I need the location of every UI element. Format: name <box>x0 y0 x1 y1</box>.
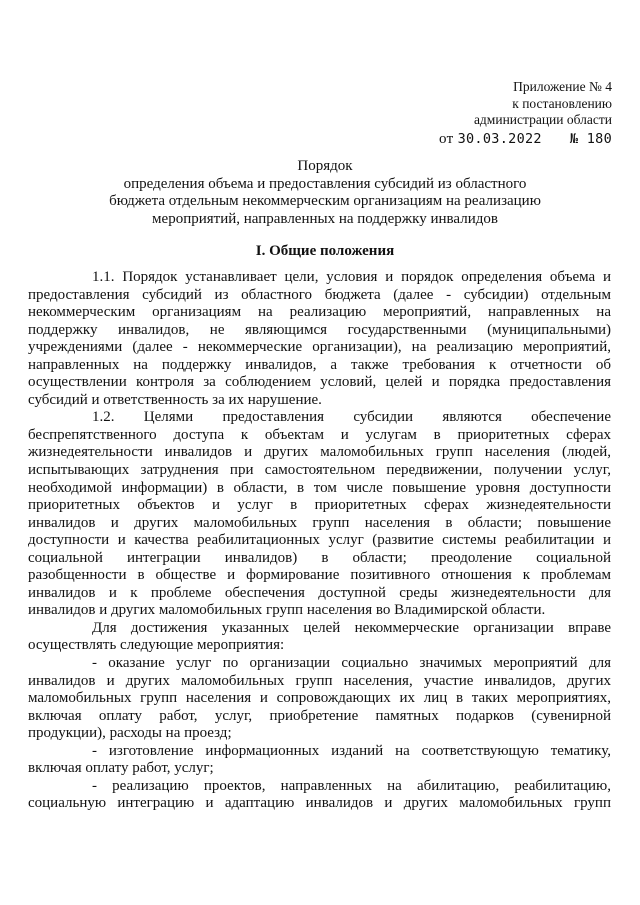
body-line: социальную интеграцию и адаптацию инвалидов и других маломобильных групп <box>28 795 611 812</box>
body-line: приоритетных объектов и услуг в приоритетных сферах жизнедеятельности <box>28 497 611 514</box>
annex-date-line <box>439 131 612 148</box>
document-number: № 180 <box>569 130 612 147</box>
body-line: продукции), расходы на проезд; <box>28 725 232 742</box>
body-line: жизнедеятельности инвалидов и других маломобильных групп населения (людей, <box>28 444 611 461</box>
body-line: некоммерческим организациям на реализацию мероприятий, направленных на <box>28 304 611 321</box>
body-line: осуществлять следующие мероприятия: <box>28 637 285 654</box>
body-line: учреждениями (далее - некоммерческие организации), на реализацию мероприятий, <box>28 339 611 356</box>
body-line: разобщенности в обществе и формирование позитивного отношения к проблемам <box>28 567 611 584</box>
title-line-3: бюджета отдельным некоммерческим организациям на реализацию <box>109 193 541 210</box>
body-line: инвалидов и других маломобильных групп населения в области; повышение <box>28 514 611 531</box>
body-line: беспрепятственного доступа к объектам и услугам в приоритетных сферах <box>28 426 611 443</box>
annex-title: Приложение № 4 <box>513 79 612 94</box>
title-line-1: Порядок <box>297 158 353 174</box>
title-line-2: определения объема и предоставления субсидий из областного <box>123 175 527 192</box>
body-line: инвалидов и других маломобильных групп населения во Владимирской области. <box>28 602 546 619</box>
body-line: - оказание услуг по организации социально значимых мероприятий для <box>92 655 611 672</box>
body-line: социальной интеграции инвалидов) в области; преодоление социальной <box>28 549 611 566</box>
body-line: включая оплату работ, услуг, приобретение памятных подарков (сувенирной <box>28 707 611 724</box>
body-line: Для достижения указанных целей некоммерческие организации вправе <box>92 619 611 636</box>
body-line: испытывающих затруднения при самостоятельном передвижении, получении услуг, <box>28 462 611 479</box>
date-prefix: от <box>439 130 454 147</box>
title-line-4: мероприятий, направленных на поддержку инвалидов <box>152 210 498 227</box>
document-title <box>60 158 590 228</box>
body-line: маломобильных групп населения и сопровождающих их лиц в таких мероприятиях, <box>28 690 611 707</box>
body-line: осуществлении контроля за соблюдением условий, целей и порядка предоставления <box>28 374 611 391</box>
annex-ref: к постановлению <box>512 95 612 111</box>
annex-authority: администрации области <box>473 112 612 127</box>
body-line: предоставления субсидий из областного бюджета (далее - субсидии) отдельным <box>28 286 611 303</box>
body-line: доступности и качества реабилитационных услуг (развитие системы реабилитации и <box>28 532 611 549</box>
annex-header <box>439 79 612 147</box>
section-heading: I. Общие положения <box>255 243 395 259</box>
document-body <box>28 269 611 813</box>
body-line: 1.2. Целями предоставления субсидии являются обеспечение <box>92 409 611 426</box>
body-line: поддержку инвалидов, не являющимся государственными (муниципальными) <box>28 321 611 338</box>
body-line: необходимой информации) в области, в том числе повышение уровня доступности <box>28 479 611 496</box>
document-date: 30.03.2022 <box>457 130 542 147</box>
body-line: инвалидов и других маломобильных групп населения, участие инвалидов, других <box>28 672 611 689</box>
body-line: направленных на поддержку инвалидов, а также требования к отчетности об <box>28 356 611 373</box>
body-line: субсидий и ответственность за их нарушение. <box>28 391 322 408</box>
body-line: - изготовление информационных изданий на соответствующую тематику, <box>92 742 611 759</box>
body-line: 1.1. Порядок устанавливает цели, условия и порядок определения объема и <box>92 269 611 285</box>
body-line: включая оплату работ, услуг; <box>28 760 214 777</box>
body-line: - реализацию проектов, направленных на абилитацию, реабилитацию, <box>92 777 611 794</box>
body-line: инвалидов и к проблеме обеспечения доступной среды жизнедеятельности для <box>28 584 611 601</box>
